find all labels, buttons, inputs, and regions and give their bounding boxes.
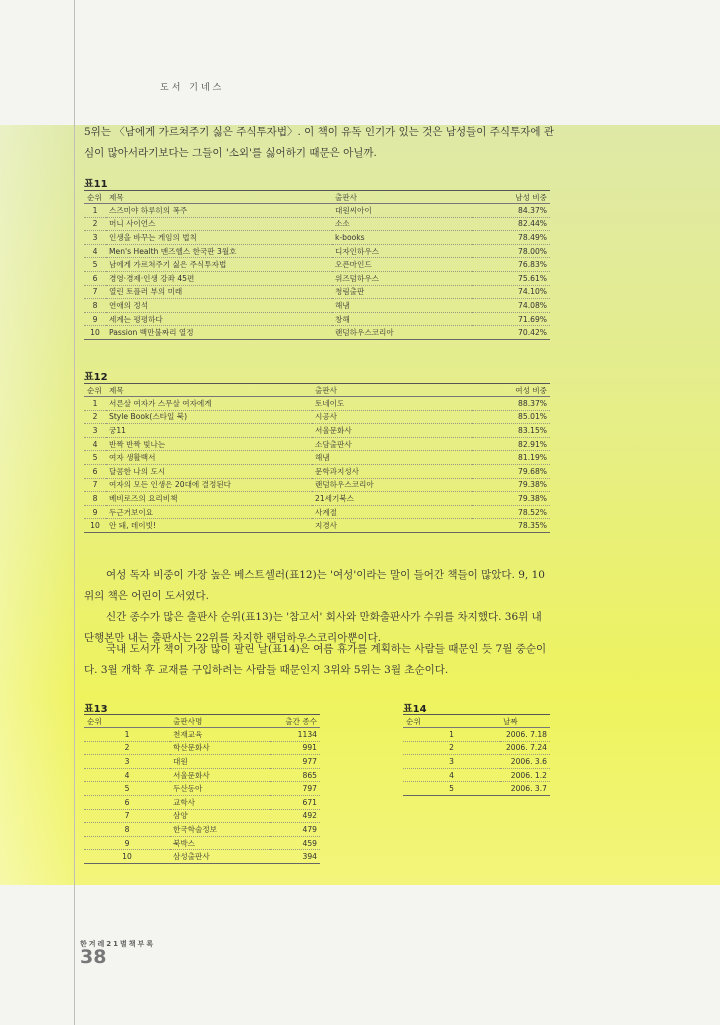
table-cell: 서울문화사 [170,768,270,782]
table12 [84,383,550,533]
table-cell: 79.38% [472,478,550,492]
table-cell: 두근거보이요 [106,505,312,519]
table-row [84,728,320,742]
table-row [84,755,320,769]
table-cell: 81.19% [472,451,550,465]
table-row [84,519,550,533]
table-cell: 4 [403,768,500,782]
table-cell: 9 [84,312,106,326]
table14-body [403,728,550,796]
table-row [84,437,550,451]
table-cell: 1 [84,397,106,411]
table-cell: 1 [84,728,170,742]
footer-label: 한겨레21별책부록 [80,940,156,948]
table-cell: 797 [270,782,320,796]
table-cell: 9 [84,505,106,519]
table-cell: 경영·경제·인생 강좌 45편 [106,271,332,285]
table-cell: 865 [270,768,320,782]
table-cell: 소소 [332,217,472,231]
table-cell: 88.37% [472,397,550,411]
table-cell: k-books [332,231,472,245]
table-cell: 천재교육 [170,728,270,742]
table-cell: 대원 [170,755,270,769]
table-cell: 10 [84,326,106,340]
table-cell: 랜덤하우스코리아 [312,478,472,492]
col-header: 순위 [84,384,106,397]
table-cell: 7 [84,809,170,823]
table-cell: 여자 생활백서 [106,451,312,465]
table-row [403,782,550,796]
col-header: 출판사명 [170,715,270,728]
table-cell: 2006. 7.24 [500,741,550,755]
table-row [84,478,550,492]
table-cell: Style Book(스타일 북) [106,410,312,424]
table-cell: 머니 사이언스 [106,217,332,231]
table-cell: 21세기북스 [312,492,472,506]
table-cell: 창해 [332,312,472,326]
table-row [84,231,550,245]
col-header: 출판사 [312,384,472,397]
table-row [84,809,320,823]
table-row [84,326,550,340]
table-row [84,768,320,782]
table-cell: 84.37% [472,204,550,218]
table-row [84,464,550,478]
table-cell: 8 [84,823,170,837]
table-cell: 2 [403,741,500,755]
table-cell: 5 [84,258,106,272]
table-cell: 8 [84,299,106,313]
paragraph-intro: 5위는 〈남에게 가르쳐주기 싫은 주식투자법〉. 이 책이 유독 인기가 있는 것은 남성들이 주식투자에 관심이 많아서라기보다는 그들이 '소외'를 싫어하기 때문은 아닐까. [84,126,554,159]
table-cell: 세계는 평평하다 [106,312,332,326]
background-fade [0,125,80,885]
table-cell: 82.91% [472,437,550,451]
table-cell: 7 [84,478,106,492]
table-row [84,741,320,755]
table-cell: 78.49% [472,231,550,245]
table-cell: 위즈덤하우스 [332,271,472,285]
table-cell: 3 [84,755,170,769]
table-cell: 디자인하우스 [332,244,472,258]
table-cell: 오픈마인드 [332,258,472,272]
table-cell: Men's Health 맨즈헬스 한국판 3월호 [106,244,332,258]
table-cell: 2006. 7.18 [500,728,550,742]
table-cell: 9 [84,836,170,850]
table-cell: 남에게 가르쳐주기 싫은 주식투자법 [106,258,332,272]
col-header: 날짜 [500,715,550,728]
table-cell: 78.00% [472,244,550,258]
table-cell: 서울문화사 [312,424,472,438]
table-row [84,271,550,285]
table-cell: 394 [270,850,320,864]
table-cell: 991 [270,741,320,755]
table12-body [84,397,550,533]
table11-body [84,204,550,340]
table-row [84,850,320,864]
table-cell: 83.15% [472,424,550,438]
table-cell: 해냄 [332,299,472,313]
table-cell: 사계절 [312,505,472,519]
table-cell: 7 [84,285,106,299]
table-cell: 85.01% [472,410,550,424]
table-row [84,244,550,258]
table-cell: 삼양 [170,809,270,823]
table-cell: 5 [84,782,170,796]
table-cell: 4 [84,244,106,258]
table-cell: 492 [270,809,320,823]
table11-title: 표11 [84,179,108,190]
table-cell: 3 [403,755,500,769]
table-cell: 대원씨아이 [332,204,472,218]
table-cell: 1 [403,728,500,742]
table13-body [84,728,320,864]
table-cell: 479 [270,823,320,837]
table-cell: 2006. 1.2 [500,768,550,782]
table-cell: 10 [84,850,170,864]
table-cell: 반짝 반짝 빛나는 [106,437,312,451]
table-cell: 10 [84,519,106,533]
table-row [84,217,550,231]
table-cell: 671 [270,795,320,809]
table-row [403,728,550,742]
table-row [84,397,550,411]
table-cell: 여자의 모든 인생은 20대에 결정된다 [106,478,312,492]
table-row [84,410,550,424]
section-header: 도서 기네스 [160,83,225,93]
table-cell: 5 [84,451,106,465]
col-header: 제목 [106,191,332,204]
col-header: 순위 [403,715,500,728]
table-cell: 해냄 [312,451,472,465]
table13 [84,714,320,864]
table-cell: 2 [84,741,170,755]
table-cell: 안 돼, 데이빗! [106,519,312,533]
table-cell: 74.08% [472,299,550,313]
table-cell: 베비로즈의 요리비책 [106,492,312,506]
table-cell: 두산동아 [170,782,270,796]
table-cell: 2006. 3.6 [500,755,550,769]
table-cell: 79.68% [472,464,550,478]
col-header: 여성 비중 [472,384,550,397]
table-row [84,505,550,519]
table-cell: 82.44% [472,217,550,231]
table-cell: 북박스 [170,836,270,850]
table14-title: 표14 [403,704,427,715]
table-row [84,299,550,313]
col-header: 출판사 [332,191,472,204]
table-cell: 연애의 정석 [106,299,332,313]
table-cell: 학산문화사 [170,741,270,755]
table-header-row [84,715,320,728]
table-cell: 79.38% [472,492,550,506]
table13-title: 표13 [84,704,108,715]
table-row [84,492,550,506]
table-cell: 71.69% [472,312,550,326]
table-row [84,312,550,326]
table-row [84,424,550,438]
table-cell: 시공사 [312,410,472,424]
col-header: 출간 종수 [270,715,320,728]
table-cell: 삼성출판사 [170,850,270,864]
table-cell: 열린 토플러 부의 미래 [106,285,332,299]
table-cell: 6 [84,271,106,285]
table-cell: 1 [84,204,106,218]
table-cell: 서른살 여자가 스무살 여자에게 [106,397,312,411]
table-header-row [84,191,550,204]
table-row [84,823,320,837]
table-row [84,285,550,299]
table-cell: 3 [84,231,106,245]
table-cell: 달콤한 나의 도시 [106,464,312,478]
table-row [84,258,550,272]
table-cell: 74.10% [472,285,550,299]
table-cell: 6 [84,795,170,809]
table-row [403,768,550,782]
col-header: 순위 [84,191,106,204]
table-cell: 78.35% [472,519,550,533]
table-cell: 문학과지성사 [312,464,472,478]
col-header: 순위 [84,715,170,728]
table-cell: 6 [84,464,106,478]
table-cell: 4 [84,768,170,782]
table12-title: 표12 [84,372,108,383]
table-cell: Passion 백만불짜리 열정 [106,326,332,340]
table-cell: 토네이도 [312,397,472,411]
table-cell: 78.52% [472,505,550,519]
table-cell: 1134 [270,728,320,742]
table-cell: 청림출판 [332,285,472,299]
table-cell: 76.83% [472,258,550,272]
table-cell: 2 [84,217,106,231]
table-cell: 2 [84,410,106,424]
table-cell: 스즈미야 하루히의 폭주 [106,204,332,218]
table-cell: 70.42% [472,326,550,340]
table11 [84,190,550,340]
table-cell: 8 [84,492,106,506]
table14 [403,714,550,796]
table-row [403,741,550,755]
table-cell: 75.61% [472,271,550,285]
table-row [84,204,550,218]
table-cell: 궁11 [106,424,312,438]
table-cell: 지경사 [312,519,472,533]
paragraph-women: 여성 독자 비중이 가장 높은 베스트셀러(표12)는 '여성'이라는 말이 들어간 책들이 많았다. 9, 10위의 책은 어린이 도서였다. [84,569,545,602]
table-row [84,795,320,809]
table-header-row [84,384,550,397]
table-cell: 4 [84,437,106,451]
paragraph-dates: 국내 도서가 책이 가장 많이 팔린 날(표14)은 여름 휴가를 계획하는 사람들 때문인 듯 7월 중순이다. 3월 개학 후 교재를 구입하려는 사람들 때문인지 3위와 5위는 3월 초순이다. [84,643,547,676]
table-cell: 한국학술정보 [170,823,270,837]
paragraph-publishers: 신간 종수가 많은 출판사 순위(표13)는 '참고서' 회사와 만화출판사가 수위를 차지했다. 36위 내 단행본만 내는 출판사는 22위를 차지한 랜덤하우스코리아뿐이다. [84,611,542,644]
margin-rule [74,0,75,1025]
table-cell: 랜덤하우스코리아 [332,326,472,340]
table-cell: 977 [270,755,320,769]
table-row [403,755,550,769]
table-cell: 소담출판사 [312,437,472,451]
table-cell: 2006. 3.7 [500,782,550,796]
table-row [84,782,320,796]
page-number: 38 [80,946,107,968]
table-cell: 5 [403,782,500,796]
table-cell: 459 [270,836,320,850]
table-cell: 인생을 바꾸는 게임의 법칙 [106,231,332,245]
col-header: 제목 [106,384,312,397]
col-header: 남성 비중 [472,191,550,204]
table-row [84,451,550,465]
table-cell: 교학사 [170,795,270,809]
table-cell: 3 [84,424,106,438]
table-row [84,836,320,850]
table-header-row [403,715,550,728]
